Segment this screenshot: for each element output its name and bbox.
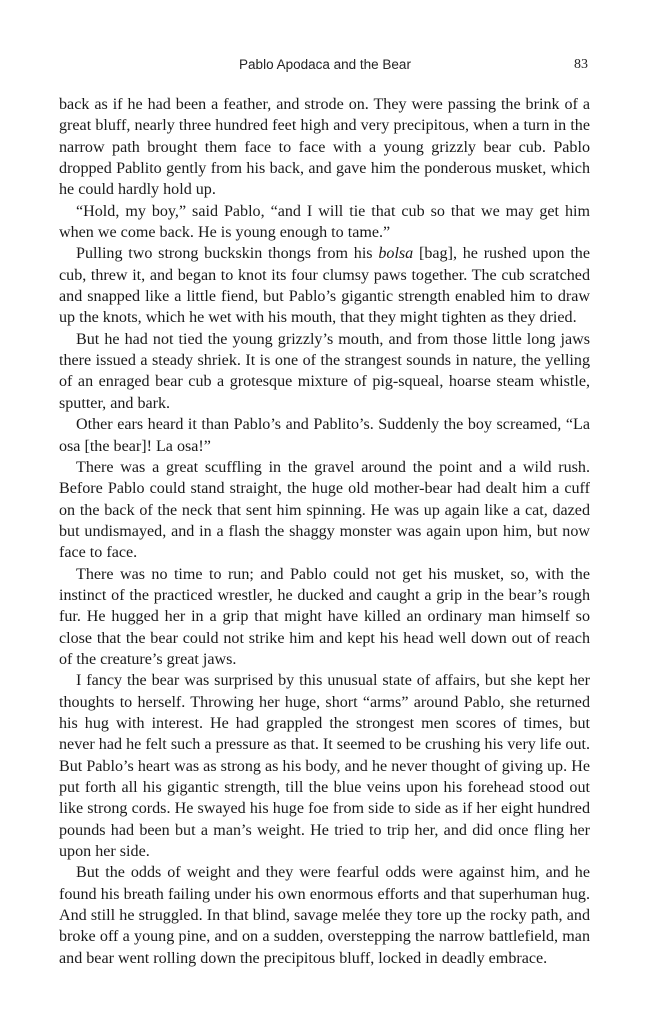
- paragraph: But he had not tied the young grizzly’s mouth, and from those little long jaws there issued a steady shriek. It is one of the strangest sounds in nature, the yelling of an enraged bear cub a grotesque mixture of pig-squeal, hoarse steam whistle, sputter, and bark.: [59, 330, 590, 412]
- paragraph: [59, 243, 590, 328]
- paragraph-continued: back as if he had been a feather, and strode on. They were passing the brink of a great bluff, nearly three hundred feet high and very precipitous, when a turn in the narrow path brought them face to face with a young grizzly bear cub. Pablo dropped Pablito gently from his back, and gave him the ponderous musket, which he could hardly hold up.: [59, 96, 590, 199]
- page-number: 83: [574, 57, 588, 72]
- paragraph: I fancy the bear was surprised by this unusual state of affairs, but she kept her thoughts to herself. Throwing her huge, short “arms” around Pablo, she returned his hug with interest. He had grappled the strongest men scores of times, but never had he felt such a pressure as that. It seemed to be crushing his very life out. But Pablo’s heart was as strong as his body, and he never thought of giving up. He put forth all his gigantic strength, till the blue veins upon his forehead stood out like strong cords. He swayed his huge foe from side to side as if her eight hundred pounds had been but a man’s weight. He tried to trip her, and did once fling her upon her side.: [59, 672, 590, 861]
- paragraph: Other ears heard it than Pablo’s and Pablito’s. Suddenly the boy screamed, “La osa [the bear]! La osa!”: [59, 416, 590, 455]
- italic-word: bolsa: [378, 245, 414, 263]
- paragraph: “Hold, my boy,” said Pablo, “and I will tie that cub so that we may get him when we come back. He is young enough to tame.”: [59, 202, 590, 242]
- paragraph: But the odds of weight and they were fearful odds were against him, and he found his breath failing under his own enormous efforts and that superhuman hug. And still he struggled. In that blind, savage melée they tore up the rocky path, and broke off a young pine, and on a sudden, overstepping the narrow battlefield, man and bear went rolling down the precipitous bluff, locked in deadly embrace.: [59, 864, 590, 967]
- paragraph: There was a great scuffling in the gravel around the point and a wild rush. Before Pablo could stand straight, the huge old mother-bear had dealt him a cuff on the back of the neck that sent him spinning. He was up again like a cat, dazed but undismayed, and in a flash the shaggy monster was again upon him, but now face to face.: [59, 458, 590, 562]
- paragraph-text: [bag], he rushed upon the cub, threw it, and began to knot its four clumsy paws together. The cub scratched and snapped like a little fiend, but Pablo’s gigantic strength enabled him to draw up the knots, which he wet with his mouth, that they might tighten as they dried.: [59, 245, 590, 327]
- body-text: [59, 94, 590, 969]
- running-head: [0, 57, 650, 77]
- paragraph-text: Pulling two strong buckskin thongs from his: [76, 245, 379, 263]
- paragraph: There was no time to run; and Pablo could not get his musket, so, with the instinct of the practiced wrestler, he ducked and caught a grip in the bear’s rough fur. He hugged her in a grip that might have killed an ordinary man himself so close that the bear could not strike him and kept his head well down out of reach of the creature’s great jaws.: [59, 565, 590, 668]
- running-title: Pablo Apodaca and the Bear: [239, 57, 411, 72]
